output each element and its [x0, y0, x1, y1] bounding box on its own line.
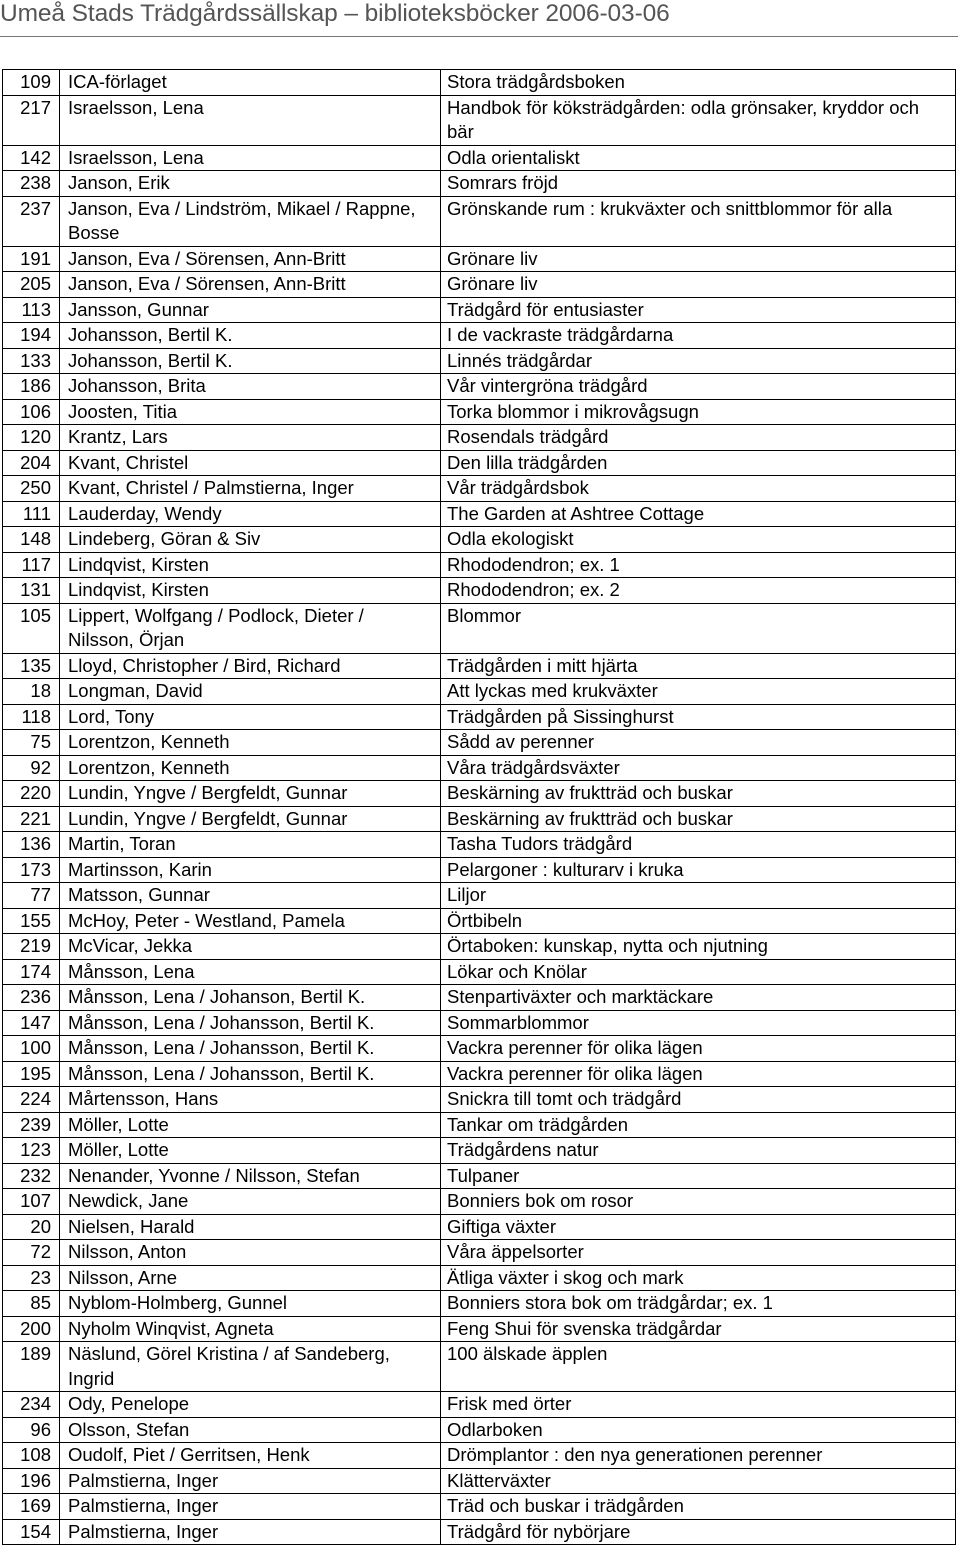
book-author: Månsson, Lena / Johanson, Bertil K. — [60, 985, 441, 1011]
book-number: 224 — [3, 1087, 60, 1113]
table-row — [3, 1010, 956, 1036]
table-row — [3, 832, 956, 858]
book-title: Den lilla trädgården — [441, 450, 956, 476]
book-author: Palmstierna, Inger — [60, 1519, 441, 1545]
book-title: Vår trädgårdsbok — [441, 476, 956, 502]
book-number: 169 — [3, 1494, 60, 1520]
book-author: Lindeberg, Göran & Siv — [60, 527, 441, 553]
book-author: Lloyd, Christopher / Bird, Richard — [60, 653, 441, 679]
book-title: Linnés trädgårdar — [441, 348, 956, 374]
book-author: Palmstierna, Inger — [60, 1494, 441, 1520]
book-title: Rhododendron; ex. 1 — [441, 552, 956, 578]
table-row — [3, 883, 956, 909]
table-row — [3, 1087, 956, 1113]
table-row — [3, 450, 956, 476]
book-number: 219 — [3, 934, 60, 960]
book-title: Sådd av perenner — [441, 730, 956, 756]
book-author: Johansson, Bertil K. — [60, 348, 441, 374]
book-author: Krantz, Lars — [60, 425, 441, 451]
book-number: 173 — [3, 857, 60, 883]
book-title: Beskärning av fruktträd och buskar — [441, 806, 956, 832]
book-number: 105 — [3, 603, 60, 653]
book-title: Frisk med örter — [441, 1392, 956, 1418]
book-title: Vackra perenner för olika lägen — [441, 1036, 956, 1062]
table-row — [3, 272, 956, 298]
book-author: Matsson, Gunnar — [60, 883, 441, 909]
book-title: Liljor — [441, 883, 956, 909]
book-title: Sommarblommor — [441, 1010, 956, 1036]
book-number: 113 — [3, 297, 60, 323]
book-author: Ody, Penelope — [60, 1392, 441, 1418]
book-number: 20 — [3, 1214, 60, 1240]
book-author: Näslund, Görel Kristina / af Sandeberg, Ingrid — [60, 1342, 441, 1392]
book-title: Drömplantor : den nya generationen perenner — [441, 1443, 956, 1469]
book-title: Odlarboken — [441, 1417, 956, 1443]
book-author: Mårtensson, Hans — [60, 1087, 441, 1113]
book-number: 123 — [3, 1138, 60, 1164]
book-number: 155 — [3, 908, 60, 934]
book-author: Johansson, Bertil K. — [60, 323, 441, 349]
book-title: Trädgårdens natur — [441, 1138, 956, 1164]
table-row — [3, 603, 956, 653]
book-author: Lindqvist, Kirsten — [60, 578, 441, 604]
book-author: Jansson, Gunnar — [60, 297, 441, 323]
book-number: 217 — [3, 95, 60, 145]
table-row — [3, 1214, 956, 1240]
book-number: 72 — [3, 1240, 60, 1266]
table-row — [3, 959, 956, 985]
book-author: Månsson, Lena / Johansson, Bertil K. — [60, 1061, 441, 1087]
book-author: Möller, Lotte — [60, 1138, 441, 1164]
table-row — [3, 704, 956, 730]
book-title: Lökar och Knölar — [441, 959, 956, 985]
book-title: Trädgård för entusiaster — [441, 297, 956, 323]
book-number: 221 — [3, 806, 60, 832]
book-author: Lindqvist, Kirsten — [60, 552, 441, 578]
book-author: Joosten, Titia — [60, 399, 441, 425]
book-catalog-table — [2, 69, 956, 1545]
book-number: 191 — [3, 246, 60, 272]
book-author: Lord, Tony — [60, 704, 441, 730]
table-row — [3, 985, 956, 1011]
book-number: 232 — [3, 1163, 60, 1189]
book-number: 117 — [3, 552, 60, 578]
book-title: Trädgård för nybörjare — [441, 1519, 956, 1545]
book-number: 118 — [3, 704, 60, 730]
table-row — [3, 246, 956, 272]
book-title: Beskärning av fruktträd och buskar — [441, 781, 956, 807]
book-title: Snickra till tomt och trädgård — [441, 1087, 956, 1113]
book-author: Longman, David — [60, 679, 441, 705]
book-title: Rosendals trädgård — [441, 425, 956, 451]
table-row — [3, 348, 956, 374]
book-number: 234 — [3, 1392, 60, 1418]
book-number: 200 — [3, 1316, 60, 1342]
book-number: 106 — [3, 399, 60, 425]
table-row — [3, 1163, 956, 1189]
book-number: 236 — [3, 985, 60, 1011]
book-title: Giftiga växter — [441, 1214, 956, 1240]
book-title: The Garden at Ashtree Cottage — [441, 501, 956, 527]
book-author: Nyholm Winqvist, Agneta — [60, 1316, 441, 1342]
book-title: Stenpartiväxter och marktäckare — [441, 985, 956, 1011]
book-title: Grönare liv — [441, 246, 956, 272]
book-title: Handbok för köksträdgården: odla grönsaker, kryddor och bär — [441, 95, 956, 145]
book-title: Träd och buskar i trädgården — [441, 1494, 956, 1520]
table-row — [3, 679, 956, 705]
book-number: 186 — [3, 374, 60, 400]
table-row — [3, 1443, 956, 1469]
book-author: Kvant, Christel / Palmstierna, Inger — [60, 476, 441, 502]
book-author: McVicar, Jekka — [60, 934, 441, 960]
book-number: 135 — [3, 653, 60, 679]
book-title: Vår vintergröna trädgård — [441, 374, 956, 400]
book-title: 100 älskade äpplen — [441, 1342, 956, 1392]
book-author: Israelsson, Lena — [60, 145, 441, 171]
book-author: Nyblom-Holmberg, Gunnel — [60, 1291, 441, 1317]
book-number: 111 — [3, 501, 60, 527]
book-title: Somrars fröjd — [441, 171, 956, 197]
book-author: Lorentzon, Kenneth — [60, 755, 441, 781]
book-author: Månsson, Lena — [60, 959, 441, 985]
book-number: 237 — [3, 196, 60, 246]
table-row — [3, 1265, 956, 1291]
table-row — [3, 1036, 956, 1062]
book-author: Månsson, Lena / Johansson, Bertil K. — [60, 1010, 441, 1036]
book-author: Möller, Lotte — [60, 1112, 441, 1138]
book-author: Martin, Toran — [60, 832, 441, 858]
table-row — [3, 527, 956, 553]
table-row — [3, 908, 956, 934]
catalog-body — [3, 70, 956, 1545]
table-row — [3, 476, 956, 502]
table-row — [3, 1316, 956, 1342]
book-author: Lauderday, Wendy — [60, 501, 441, 527]
book-title: Att lyckas med krukväxter — [441, 679, 956, 705]
book-number: 136 — [3, 832, 60, 858]
table-row — [3, 1468, 956, 1494]
book-author: Lorentzon, Kenneth — [60, 730, 441, 756]
book-title: Odla orientaliskt — [441, 145, 956, 171]
book-author: McHoy, Peter - Westland, Pamela — [60, 908, 441, 934]
table-row — [3, 1240, 956, 1266]
book-number: 196 — [3, 1468, 60, 1494]
book-author: Nilsson, Arne — [60, 1265, 441, 1291]
book-title: Blommor — [441, 603, 956, 653]
book-title: Feng Shui för svenska trädgårdar — [441, 1316, 956, 1342]
table-row — [3, 806, 956, 832]
book-title: Våra äppelsorter — [441, 1240, 956, 1266]
book-title: Grönskande rum : krukväxter och snittblommor för alla — [441, 196, 956, 246]
table-row — [3, 70, 956, 96]
book-author: Israelsson, Lena — [60, 95, 441, 145]
book-title: Stora trädgårdsboken — [441, 70, 956, 96]
table-row — [3, 1342, 956, 1392]
table-row — [3, 501, 956, 527]
book-number: 154 — [3, 1519, 60, 1545]
book-author: Lippert, Wolfgang / Podlock, Dieter / Nilsson, Örjan — [60, 603, 441, 653]
book-number: 174 — [3, 959, 60, 985]
book-title: I de vackraste trädgårdarna — [441, 323, 956, 349]
book-number: 96 — [3, 1417, 60, 1443]
table-row — [3, 171, 956, 197]
table-row — [3, 755, 956, 781]
book-number: 120 — [3, 425, 60, 451]
book-number: 131 — [3, 578, 60, 604]
book-number: 92 — [3, 755, 60, 781]
table-row — [3, 425, 956, 451]
book-number: 205 — [3, 272, 60, 298]
book-author: Nielsen, Harald — [60, 1214, 441, 1240]
table-row — [3, 1417, 956, 1443]
book-title: Trädgården i mitt hjärta — [441, 653, 956, 679]
table-row — [3, 1112, 956, 1138]
book-title: Tulpaner — [441, 1163, 956, 1189]
book-number: 100 — [3, 1036, 60, 1062]
book-title: Grönare liv — [441, 272, 956, 298]
table-row — [3, 781, 956, 807]
book-number: 204 — [3, 450, 60, 476]
book-number: 250 — [3, 476, 60, 502]
table-row — [3, 578, 956, 604]
book-title: Pelargoner : kulturarv i kruka — [441, 857, 956, 883]
book-number: 194 — [3, 323, 60, 349]
book-author: Lundin, Yngve / Bergfeldt, Gunnar — [60, 806, 441, 832]
book-number: 239 — [3, 1112, 60, 1138]
book-number: 220 — [3, 781, 60, 807]
book-number: 189 — [3, 1342, 60, 1392]
table-row — [3, 1392, 956, 1418]
book-author: Kvant, Christel — [60, 450, 441, 476]
book-author: Olsson, Stefan — [60, 1417, 441, 1443]
table-row — [3, 196, 956, 246]
book-title: Klätterväxter — [441, 1468, 956, 1494]
book-title: Bonniers stora bok om trädgårdar; ex. 1 — [441, 1291, 956, 1317]
table-row — [3, 297, 956, 323]
book-author: ICA-förlaget — [60, 70, 441, 96]
book-author: Lundin, Yngve / Bergfeldt, Gunnar — [60, 781, 441, 807]
book-author: Martinsson, Karin — [60, 857, 441, 883]
table-row — [3, 145, 956, 171]
table-row — [3, 1189, 956, 1215]
book-number: 23 — [3, 1265, 60, 1291]
book-author: Janson, Erik — [60, 171, 441, 197]
book-number: 107 — [3, 1189, 60, 1215]
book-author: Oudolf, Piet / Gerritsen, Henk — [60, 1443, 441, 1469]
table-row — [3, 1061, 956, 1087]
book-number: 147 — [3, 1010, 60, 1036]
table-row — [3, 934, 956, 960]
table-row — [3, 1494, 956, 1520]
book-number: 77 — [3, 883, 60, 909]
table-row — [3, 95, 956, 145]
table-row — [3, 552, 956, 578]
book-number: 238 — [3, 171, 60, 197]
book-title: Rhododendron; ex. 2 — [441, 578, 956, 604]
book-title: Tasha Tudors trädgård — [441, 832, 956, 858]
table-row — [3, 1519, 956, 1545]
book-author: Janson, Eva / Lindström, Mikael / Rappne, Bosse — [60, 196, 441, 246]
book-author: Månsson, Lena / Johansson, Bertil K. — [60, 1036, 441, 1062]
book-number: 133 — [3, 348, 60, 374]
table-row — [3, 730, 956, 756]
table-row — [3, 374, 956, 400]
book-number: 75 — [3, 730, 60, 756]
book-title: Tankar om trädgården — [441, 1112, 956, 1138]
table-row — [3, 857, 956, 883]
book-author: Janson, Eva / Sörensen, Ann-Britt — [60, 246, 441, 272]
book-author: Nilsson, Anton — [60, 1240, 441, 1266]
book-author: Janson, Eva / Sörensen, Ann-Britt — [60, 272, 441, 298]
table-row — [3, 1138, 956, 1164]
book-author: Newdick, Jane — [60, 1189, 441, 1215]
title-divider — [0, 36, 958, 37]
book-author: Nenander, Yvonne / Nilsson, Stefan — [60, 1163, 441, 1189]
book-title: Örtaboken: kunskap, nytta och njutning — [441, 934, 956, 960]
page-title: Umeå Stads Trädgårdssällskap – biblioteksböcker 2006-03-06 — [0, 0, 670, 27]
book-number: 148 — [3, 527, 60, 553]
book-number: 85 — [3, 1291, 60, 1317]
book-title: Örtbibeln — [441, 908, 956, 934]
book-title: Bonniers bok om rosor — [441, 1189, 956, 1215]
table-row — [3, 399, 956, 425]
book-title: Våra trädgårdsväxter — [441, 755, 956, 781]
book-title: Torka blommor i mikrovågsugn — [441, 399, 956, 425]
book-number: 195 — [3, 1061, 60, 1087]
book-title: Trädgården på Sissinghurst — [441, 704, 956, 730]
book-author: Johansson, Brita — [60, 374, 441, 400]
book-title: Vackra perenner för olika lägen — [441, 1061, 956, 1087]
table-row — [3, 323, 956, 349]
book-author: Palmstierna, Inger — [60, 1468, 441, 1494]
book-title: Odla ekologiskt — [441, 527, 956, 553]
book-number: 142 — [3, 145, 60, 171]
book-number: 18 — [3, 679, 60, 705]
table-row — [3, 653, 956, 679]
book-number: 108 — [3, 1443, 60, 1469]
book-title: Ätliga växter i skog och mark — [441, 1265, 956, 1291]
table-row — [3, 1291, 956, 1317]
book-number: 109 — [3, 70, 60, 96]
